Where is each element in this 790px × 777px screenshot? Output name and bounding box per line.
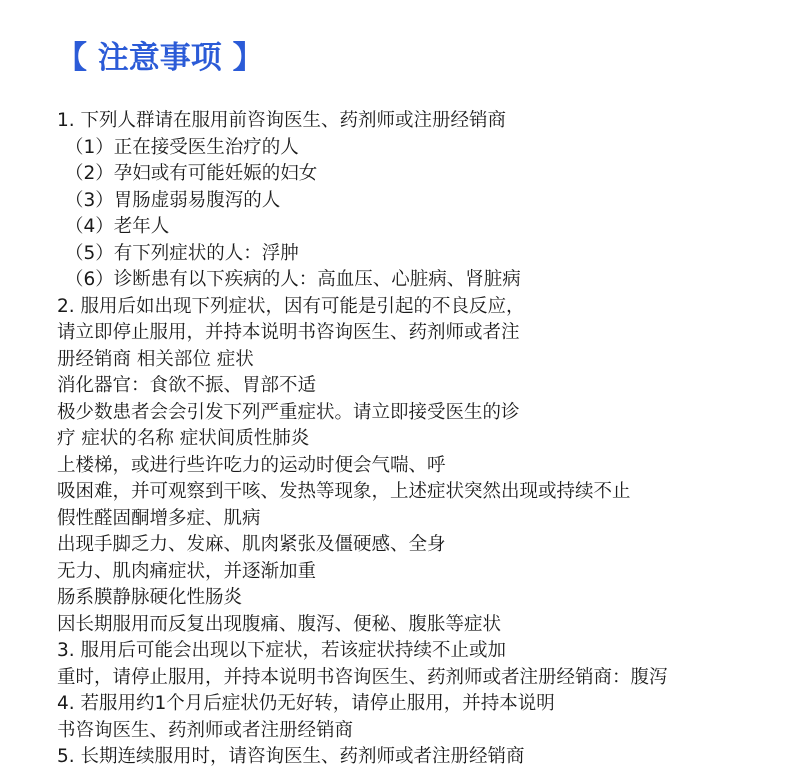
precaution-line: 5. 长期连续服用时，请咨询医生、药剂师或者注册经销商 — [57, 746, 525, 767]
precaution-line: 肠系膜静脉硬化性肠炎 — [57, 587, 243, 608]
precaution-line: 2. 服用后如出现下列症状，因有可能是引起的不良反应， — [57, 295, 525, 317]
precaution-line: （1）正在接受医生治疗的人 — [65, 136, 299, 158]
precaution-line: （6）诊断患有以下疾病的人：高血压、心脏病、肾脏病 — [65, 269, 521, 290]
precaution-line: 疗 症状的名称 症状间质性肺炎 — [57, 428, 310, 449]
precaution-line: 极少数患者会会引发下列严重症状。请立即接受医生的诊 — [57, 401, 520, 423]
precaution-line: 4. 若服用约1个月后症状仍无好转，请停止服用，并持本说明 — [57, 693, 555, 714]
precaution-line: 因长期服用而反复出现腹痛、腹泻、便秘、腹胀等症状 — [57, 613, 502, 635]
precaution-line: 重时，请停止服用，并持本说明书咨询医生、药剂师或者注册经销商：腹泻 — [57, 666, 668, 688]
precaution-line: 上楼梯，或进行些许吃力的运动时便会气喘、呼 — [57, 454, 446, 476]
precaution-line: 册经销商 相关部位 症状 — [57, 348, 254, 370]
precaution-line: 假性醛固酮增多症、肌病 — [57, 507, 261, 529]
precaution-line: 3. 服用后可能会出现以下症状，若该症状持续不止或加 — [57, 640, 507, 661]
precautions-list — [57, 108, 777, 771]
precaution-line: 无力、肌肉痛症状，并逐渐加重 — [57, 560, 317, 582]
precaution-line: 1. 下列人群请在服用前咨询医生、药剂师或注册经销商 — [57, 110, 507, 131]
precaution-line: 书咨询医生、药剂师或者注册经销商 — [57, 719, 354, 741]
precaution-line: （4）老年人 — [65, 216, 170, 237]
section-heading: 【 注意事项 】 — [56, 40, 264, 76]
precaution-line: （2）孕妇或有可能妊娠的妇女 — [65, 163, 318, 184]
precaution-line: 吸困难，并可观察到干咳、发热等现象，上述症状突然出现或持续不止 — [57, 481, 631, 502]
precaution-line: （5）有下列症状的人：浮肿 — [65, 242, 299, 264]
precaution-line: （3）胃肠虚弱易腹泻的人 — [65, 189, 281, 211]
precaution-line: 消化器官：食欲不振、胃部不适 — [57, 375, 317, 396]
precaution-line: 请立即停止服用，并持本说明书咨询医生、药剂师或者注 — [57, 322, 520, 343]
precaution-line: 出现手脚乏力、发麻、肌肉紧张及僵硬感、全身 — [57, 534, 446, 555]
